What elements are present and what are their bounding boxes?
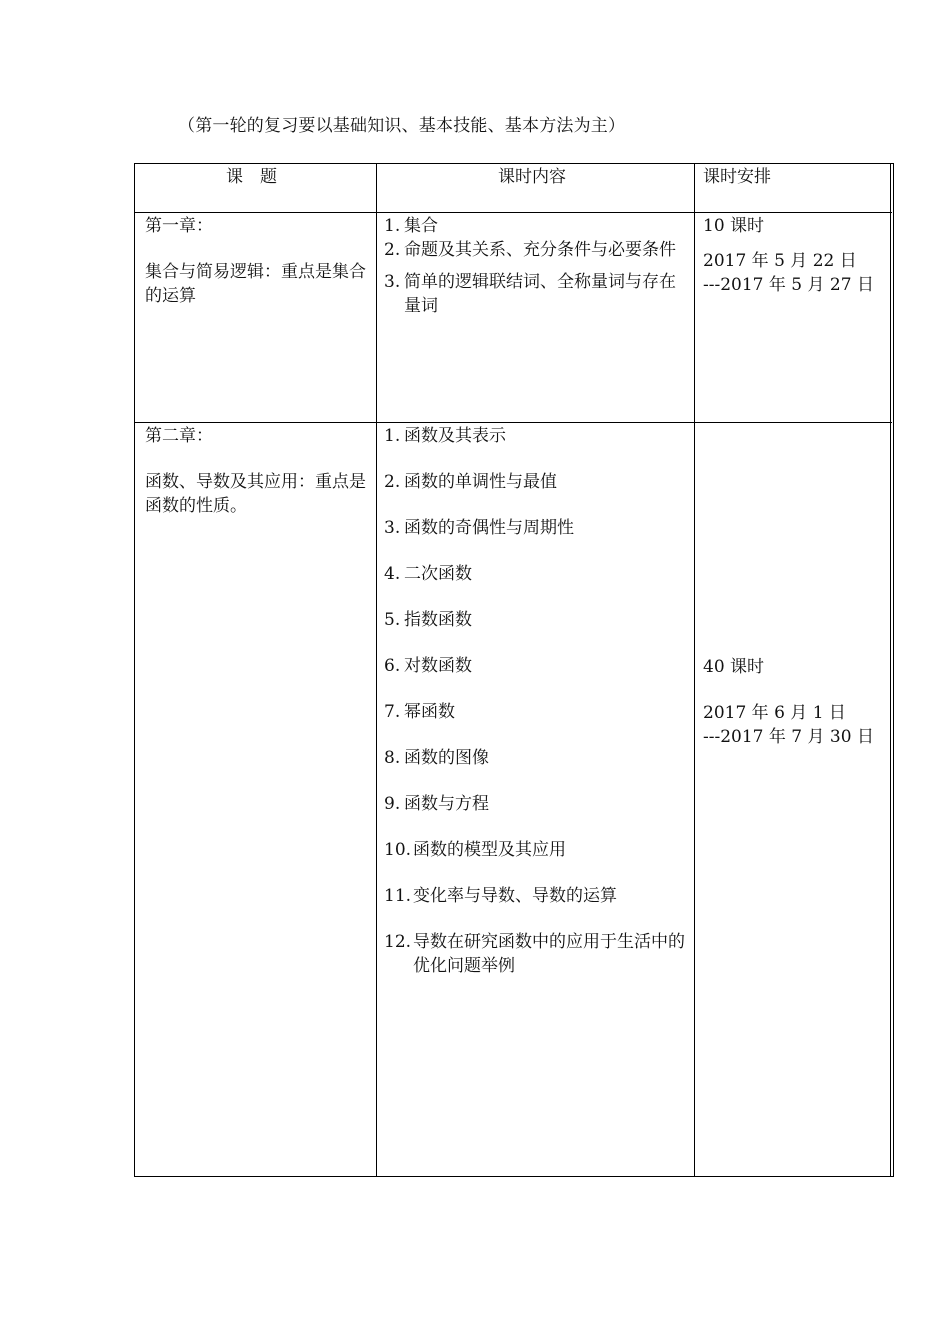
list-item	[384, 608, 689, 654]
chapter-label: 第二章：	[145, 426, 213, 446]
column-divider-1	[376, 163, 377, 1177]
item-number: 5.	[384, 610, 401, 630]
list-item	[384, 562, 689, 608]
header-schedule: 课时安排	[703, 167, 771, 187]
item-number: 7.	[384, 702, 401, 722]
header-divider	[134, 212, 892, 213]
item-number: 1.	[384, 216, 401, 236]
item-number: 10.	[384, 840, 412, 860]
header-content: 课时内容	[498, 167, 566, 187]
item-text: 指数函数	[404, 610, 472, 630]
item-text: 集合	[404, 216, 438, 236]
page-subtitle: （第一轮的复习要以基础知识、基本技能、基本方法为主）	[178, 116, 626, 136]
item-number: 2.	[384, 240, 401, 260]
table-border-bottom	[134, 1176, 894, 1177]
list-item	[384, 884, 689, 930]
item-number: 2.	[384, 472, 401, 492]
schedule-hours: 40 课时	[703, 657, 765, 677]
item-number: 4.	[384, 564, 401, 584]
item-number: 3.	[384, 272, 401, 292]
table-border-right	[890, 163, 891, 1177]
item-text: 函数的模型及其应用	[413, 840, 566, 860]
item-text: 函数的图像	[404, 748, 489, 768]
list-item	[384, 654, 689, 700]
chapter-topic: 函数、导数及其应用：重点是函数的性质。	[145, 472, 366, 516]
list-item	[384, 930, 689, 978]
list-item	[384, 214, 689, 238]
row-divider	[134, 422, 892, 423]
item-text: 函数的单调性与最值	[404, 472, 557, 492]
item-text: 简单的逻辑联结词、全称量词与存在量词	[404, 272, 676, 316]
item-number: 11.	[384, 886, 412, 906]
list-item	[384, 838, 689, 884]
item-text: 幂函数	[404, 702, 455, 722]
item-text: 函数及其表示	[404, 426, 506, 446]
schedule-hours: 10 课时	[703, 216, 765, 236]
item-number: 1.	[384, 426, 401, 446]
list-item	[384, 746, 689, 792]
item-number: 3.	[384, 518, 401, 538]
table-border-top	[134, 163, 894, 164]
item-number: 8.	[384, 748, 401, 768]
content-list	[384, 214, 689, 318]
table-border-left	[134, 163, 135, 1177]
list-item	[384, 470, 689, 516]
item-text: 对数函数	[404, 656, 472, 676]
schedule-date-end: ---2017 年 5 月 27 日	[703, 275, 874, 295]
schedule-date-end: ---2017 年 7 月 30 日	[703, 727, 874, 747]
content-list	[384, 424, 689, 978]
column-divider-2	[694, 163, 695, 1177]
header-topic: 课 题	[226, 167, 277, 187]
list-item	[384, 270, 689, 318]
item-number: 12.	[384, 932, 412, 952]
chapter-label: 第一章：	[145, 216, 213, 236]
item-number: 9.	[384, 794, 401, 814]
schedule-date-start: 2017 年 6 月 1 日	[703, 703, 846, 723]
list-item	[384, 792, 689, 838]
list-item	[384, 516, 689, 562]
item-text: 二次函数	[404, 564, 472, 584]
schedule-date-start: 2017 年 5 月 22 日	[703, 251, 857, 271]
chapter-topic: 集合与简易逻辑：重点是集合的运算	[145, 262, 366, 306]
item-text: 函数的奇偶性与周期性	[404, 518, 574, 538]
table-border-right-outer	[893, 163, 894, 1177]
list-item	[384, 700, 689, 746]
item-text: 命题及其关系、充分条件与必要条件	[404, 240, 676, 260]
item-number: 6.	[384, 656, 401, 676]
list-item	[384, 424, 689, 470]
item-text: 导数在研究函数中的应用于生活中的优化问题举例	[413, 932, 685, 976]
list-item	[384, 238, 689, 262]
item-text: 变化率与导数、导数的运算	[413, 886, 617, 906]
item-text: 函数与方程	[404, 794, 489, 814]
